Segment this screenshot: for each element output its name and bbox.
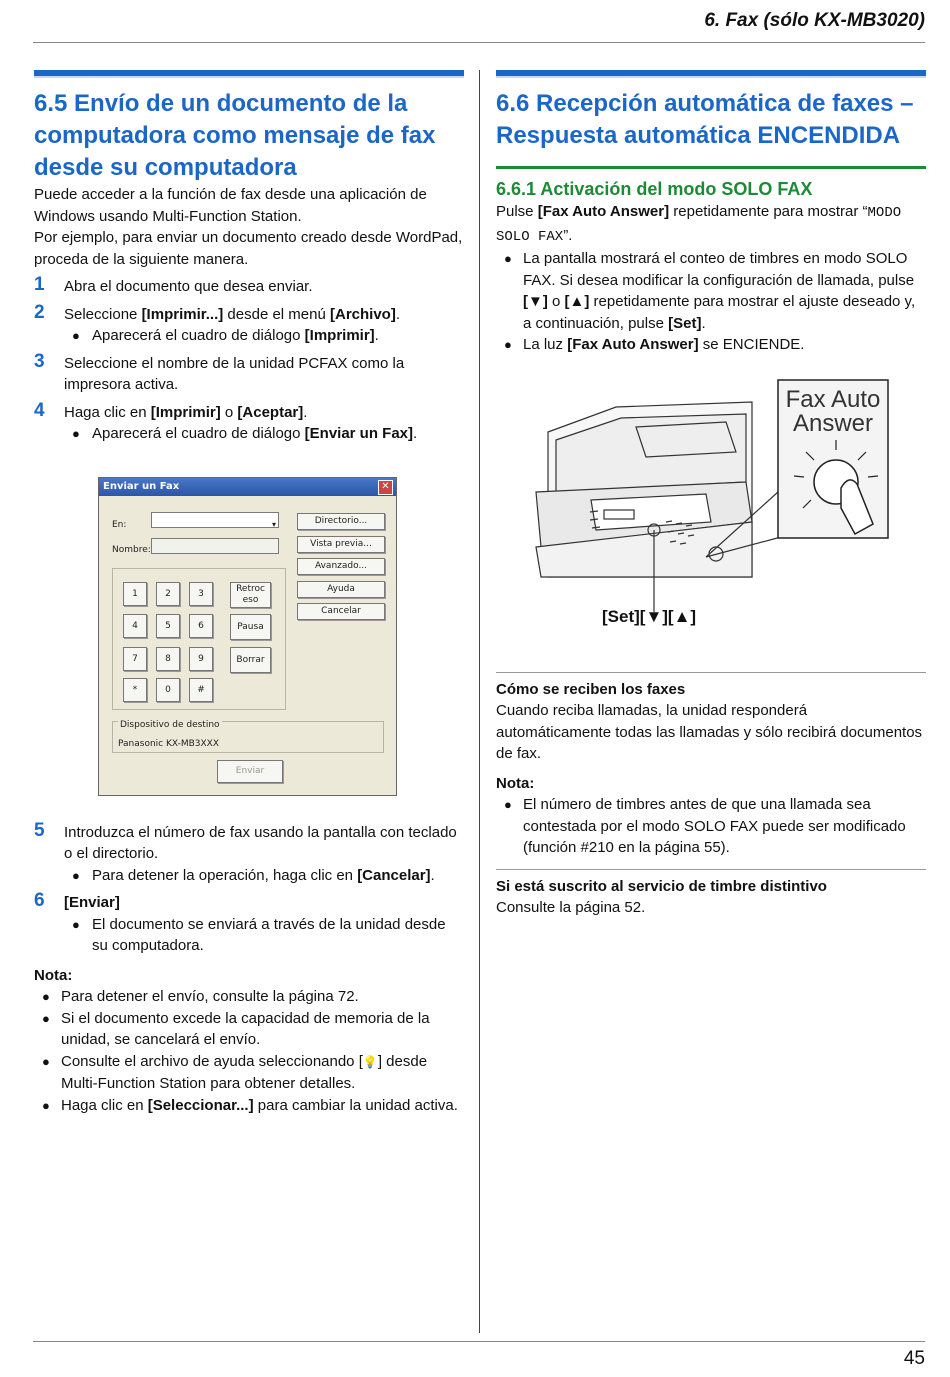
intro-paragraph: Por ejemplo, para enviar un documento creado desde WordPad, proceda de la siguiente manera.	[34, 229, 463, 268]
step-list	[34, 276, 464, 445]
sub-bullet	[64, 865, 464, 887]
dialog-titlebar	[99, 478, 396, 496]
note-bullet	[34, 986, 464, 1008]
keypad-key[interactable]: *	[123, 678, 147, 702]
bullet-text: se ENCIENDE.	[698, 336, 805, 353]
bullet-text: .	[430, 866, 435, 884]
display-text: MODO SOLO FAX	[496, 205, 902, 245]
paragraph: Cuando reciba llamadas, la unidad responderá automáticamente todas las llamadas y sólo recibirá documentos de fax.	[496, 702, 923, 762]
bullet-icon: ●	[504, 251, 512, 266]
divider	[496, 672, 926, 673]
keypad-key[interactable]: 1	[123, 582, 147, 606]
right-column	[496, 70, 926, 919]
help-button[interactable]: Ayuda	[297, 581, 385, 598]
step-text: Introduzca el número de fax usando la pantalla con teclado o el directorio.	[64, 823, 457, 862]
sub-bullet	[64, 423, 464, 445]
text: repetidamente para mostrar “	[669, 203, 868, 220]
bullet-text: La luz	[523, 336, 568, 353]
key-label: [Seleccionar...]	[147, 1096, 254, 1114]
paragraph: Consulte la página 52.	[496, 899, 646, 916]
step-number: 1	[34, 274, 45, 295]
bullet-icon: ●	[42, 989, 50, 1004]
section-title: 6.5 Envío de un documento de la computadora como mensaje de fax desde su computadora	[34, 90, 436, 181]
section-heading: Si está suscrito al servicio de timbre distintivo	[496, 877, 827, 895]
step	[34, 301, 464, 347]
bullet	[496, 248, 926, 334]
text: Pulse	[496, 203, 538, 220]
text: ”.	[563, 226, 573, 244]
bullet-text: El documento se enviará a través de la unidad desde su computadora.	[92, 915, 446, 954]
dialog-title: Enviar un Fax	[103, 480, 180, 492]
keypad-key[interactable]: 0	[156, 678, 180, 702]
to-label: En:	[112, 519, 127, 530]
step-number: 2	[34, 301, 45, 323]
keypad-key[interactable]: 7	[123, 647, 147, 671]
step-text: Haga clic en	[64, 403, 151, 421]
bullet-icon: ●	[72, 916, 80, 932]
directory-button[interactable]: Directorio...	[297, 513, 385, 530]
preview-button[interactable]: Vista previa...	[297, 536, 385, 553]
send-button[interactable]: Enviar	[217, 760, 283, 783]
step-number: 6	[34, 890, 45, 911]
bullet-text: o	[547, 293, 565, 310]
keypad-key[interactable]: 8	[156, 647, 180, 671]
bullet-text: Consulte el archivo de ayuda seleccionando [	[61, 1052, 363, 1070]
bullet-icon: ●	[504, 797, 512, 812]
step-number: 3	[34, 350, 45, 372]
step-text: .	[395, 305, 401, 323]
step-text: o	[220, 403, 238, 421]
device-name: Panasonic KX-MB3XXX	[118, 738, 219, 749]
sub-bullet	[64, 914, 464, 957]
bullet-icon: ●	[72, 328, 80, 343]
bullet-text: .	[374, 327, 379, 344]
bullet-icon: ●	[504, 337, 512, 352]
step-text: Seleccione	[64, 305, 142, 323]
bullet-icon: ●	[72, 426, 80, 441]
step-number: 4	[34, 399, 45, 421]
section-title: 6.6 Recepción automática de faxes – Respuesta automática ENCENDIDA	[496, 90, 914, 149]
keypad-key[interactable]: 6	[189, 614, 213, 638]
name-label: Nombre:	[112, 544, 151, 555]
step-text: desde el menú	[223, 305, 330, 323]
bullet-text: Para detener el envío, consulte la página 72.	[61, 988, 359, 1005]
subsection-rule	[496, 166, 926, 169]
note-bullet	[34, 1008, 464, 1051]
bullet-icon: ●	[42, 1097, 50, 1113]
keypad-key[interactable]: 3	[189, 582, 213, 606]
bullet-text: .	[701, 314, 706, 332]
page-number: 45	[903, 1348, 925, 1369]
help-icon: 💡	[362, 1054, 378, 1069]
step-number: 5	[34, 819, 45, 841]
key-label: [Enviar un Fax]	[304, 425, 414, 442]
bullet-text: .	[413, 425, 418, 442]
key-label: [Cancelar]	[357, 866, 431, 884]
key-label: [Fax Auto Answer]	[567, 336, 699, 353]
name-field[interactable]	[151, 538, 279, 554]
step-text: Abra el documento que desea enviar.	[64, 278, 313, 295]
note-bullet	[34, 1095, 464, 1117]
bullet-text: Aparecerá el cuadro de diálogo	[92, 327, 305, 344]
bullet-text: para cambiar la unidad activa.	[253, 1096, 458, 1114]
bullet-text: ] desde Multi-Function Station para obtener detalles.	[61, 1052, 428, 1092]
key-label: [Archivo]	[330, 305, 396, 323]
bullet-icon: ●	[42, 1053, 50, 1069]
bullet-text: Si el documento excede la capacidad de memoria de la unidad, se cancelará el envío.	[61, 1009, 430, 1048]
note-heading: Nota:	[34, 966, 73, 984]
bullet-icon: ●	[72, 867, 80, 883]
intro-paragraph: Puede acceder a la función de fax desde una aplicación de Windows usando Multi-Function Station.	[34, 186, 427, 225]
keypad-key[interactable]: 2	[156, 582, 180, 606]
key-label: [Enviar]	[64, 894, 120, 911]
key-label: [Set]	[668, 314, 702, 332]
key-label: [Imprimir]	[150, 403, 221, 421]
send-fax-dialog	[98, 477, 397, 796]
key-label: [▲]	[564, 293, 590, 310]
machine-illustration	[496, 372, 926, 672]
column-divider	[479, 70, 480, 1333]
section-rule	[496, 70, 926, 78]
bullet-text: La pantalla mostrará el conteo de timbres en modo SOLO FAX. Si desea modificar la configuración de llamada, pulse	[523, 250, 915, 289]
key-label: [Imprimir]	[304, 327, 375, 344]
to-combobox[interactable]	[151, 512, 279, 528]
key-label: [▼]	[523, 293, 548, 310]
section-rule	[34, 70, 464, 78]
chapter-title: 6. Fax (sólo KX-MB3020)	[704, 10, 925, 31]
left-column	[34, 70, 464, 1116]
device-group-label: Dispositivo de destino	[118, 715, 222, 737]
page-footer-rule	[33, 1341, 925, 1342]
note-bullet	[34, 1051, 464, 1095]
chevron-down-icon: ▾	[271, 519, 276, 529]
bullet-text: Para detener la operación, haga clic en	[92, 866, 358, 884]
step-text: .	[303, 403, 308, 421]
pause-key[interactable]: Pausa	[230, 614, 271, 640]
step-list	[34, 819, 464, 957]
section-heading: Cómo se reciben los faxes	[496, 680, 686, 698]
bullet-text: Haga clic en	[61, 1096, 148, 1114]
sub-bullet	[64, 325, 464, 347]
step	[34, 276, 464, 298]
step	[34, 892, 464, 957]
key-label: [Fax Auto Answer]	[537, 203, 670, 220]
advanced-button[interactable]: Avanzado...	[297, 558, 385, 575]
bullet-text: repetidamente para mostrar el ajuste deseado y, a continuación, pulse	[523, 293, 916, 332]
bullet	[496, 334, 926, 356]
keypad-key[interactable]: 5	[156, 614, 180, 638]
backspace-key[interactable]	[230, 582, 271, 608]
fax-auto-answer-button-label: Fax Auto Answer	[785, 385, 881, 437]
bullet-text: El número de timbres antes de que una llamada sea contestada por el modo SOLO FAX puede ser modificado (función #210 en la página 55).	[523, 796, 906, 856]
subsection-title: 6.6.1 Activación del modo SOLO FAX	[496, 179, 813, 199]
close-icon[interactable]: ✕	[378, 480, 393, 495]
key-label: [Imprimir...]	[141, 305, 224, 323]
key-text: Retroceso	[236, 583, 265, 605]
step-text: Seleccione el nombre de la unidad PCFAX como la impresora activa.	[64, 354, 405, 393]
cancel-button[interactable]: Cancelar	[297, 603, 385, 620]
instruction-paragraph	[496, 201, 926, 248]
bullet-icon: ●	[42, 1010, 50, 1026]
step	[34, 350, 464, 396]
keypad-key[interactable]: #	[189, 678, 213, 702]
note-heading: Nota:	[496, 774, 535, 792]
bullet-text: Aparecerá el cuadro de diálogo	[92, 425, 305, 442]
page-header	[33, 0, 925, 43]
divider	[496, 869, 926, 870]
keypad-key[interactable]: 9	[189, 647, 213, 671]
step	[34, 819, 464, 887]
key-label: [Aceptar]	[237, 403, 304, 421]
keypad-key[interactable]: 4	[123, 614, 147, 638]
clear-key[interactable]: Borrar	[230, 647, 271, 673]
set-arrow-keys-label: [Set][▼][▲]	[602, 606, 697, 626]
note-bullet	[496, 794, 926, 859]
step	[34, 399, 464, 445]
